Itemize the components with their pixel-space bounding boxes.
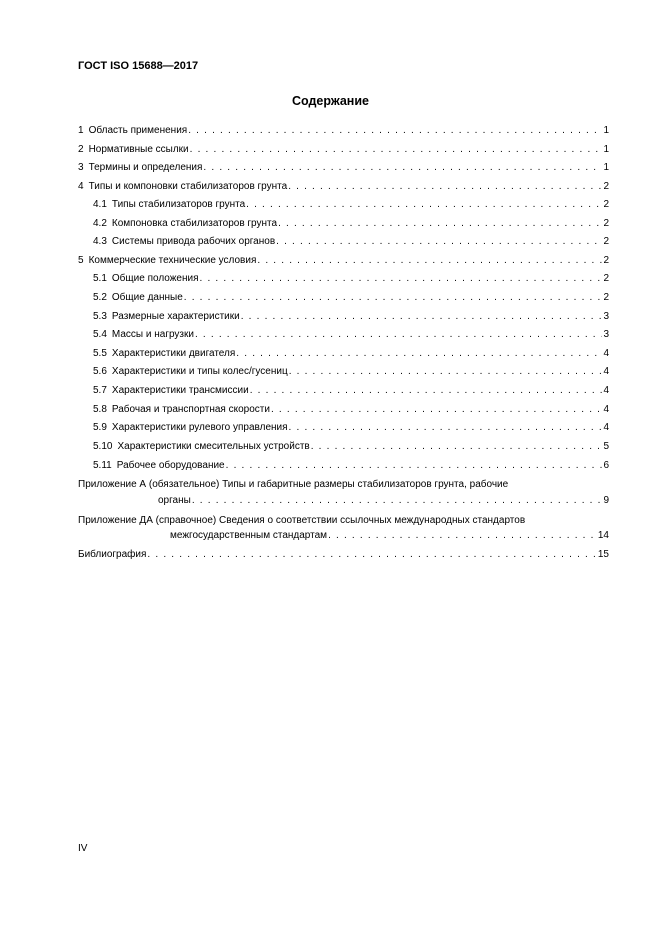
leader-dots <box>289 365 603 379</box>
leader-dots <box>188 124 602 138</box>
toc-entry-label: Характеристики двигателя <box>111 348 236 359</box>
page-number: 5 <box>603 441 609 452</box>
page-number: 1 <box>603 144 609 155</box>
toc-entry-number: 4.3 <box>93 236 107 247</box>
toc-entry[interactable] <box>93 403 609 417</box>
toc-entry-number: 5.3 <box>93 311 107 322</box>
page-number: 4 <box>603 385 609 396</box>
toc-entry[interactable] <box>78 143 609 157</box>
leader-dots <box>195 328 602 342</box>
annex-a-entry[interactable] <box>158 494 609 508</box>
toc-entry[interactable] <box>93 310 609 324</box>
toc-entry-number: 3 <box>78 162 84 173</box>
toc-entry[interactable] <box>93 421 609 435</box>
toc-entry-number: 4 <box>78 181 84 192</box>
leader-dots <box>226 459 603 473</box>
bibliography-label: Библиография <box>78 549 147 560</box>
toc-entry-number: 4.1 <box>93 199 107 210</box>
annex-a-line1: Приложение А (обязательное) Типы и габаритные размеры стабилизаторов грунта, рабочие <box>78 479 509 490</box>
page-number: 15 <box>597 549 609 560</box>
toc-entry[interactable] <box>78 161 609 175</box>
toc-entry-number: 5.9 <box>93 422 107 433</box>
toc-entry-number: 5.1 <box>93 273 107 284</box>
toc-entry-label: Термины и определения <box>88 162 203 173</box>
toc-entry[interactable] <box>93 291 609 305</box>
toc-entry-number: 4.2 <box>93 218 107 229</box>
page-number-roman: IV <box>78 843 88 854</box>
page-number: 2 <box>603 236 609 247</box>
page-number: 4 <box>603 422 609 433</box>
toc-entry-label: Нормативные ссылки <box>88 144 189 155</box>
toc-entry-label: Характеристики смесительных устройств <box>117 441 310 452</box>
toc-entry-label: Общие положения <box>111 273 199 284</box>
page-number: 3 <box>603 311 609 322</box>
leader-dots <box>288 180 602 194</box>
page-number: 4 <box>603 404 609 415</box>
toc-entry-label: Характеристики рулевого управления <box>111 422 288 433</box>
toc-entry[interactable] <box>93 328 609 342</box>
page-number: 9 <box>603 495 609 506</box>
page-number: 2 <box>603 181 609 192</box>
annex-da-entry[interactable] <box>170 529 609 543</box>
toc-entry-number: 5.7 <box>93 385 107 396</box>
toc-entry-number: 5.5 <box>93 348 107 359</box>
page-title: Содержание <box>291 94 369 108</box>
page-number: 6 <box>603 460 609 471</box>
page-number: 1 <box>603 125 609 136</box>
leader-dots <box>241 310 603 324</box>
toc-entry-label: Рабочее оборудование <box>116 460 225 471</box>
toc-entry[interactable] <box>93 347 609 361</box>
leader-dots <box>278 217 602 231</box>
leader-dots <box>271 403 602 417</box>
leader-dots <box>236 347 602 361</box>
leader-dots <box>190 143 603 157</box>
toc-entry-label: Компоновка стабилизаторов грунта <box>111 218 278 229</box>
page-number: 3 <box>603 329 609 340</box>
leader-dots <box>200 272 603 286</box>
leader-dots <box>289 421 603 435</box>
annex-a-line2: органы <box>158 495 191 506</box>
toc-entry[interactable] <box>78 124 609 138</box>
bibliography-entry[interactable] <box>78 548 609 562</box>
page-number: 2 <box>603 273 609 284</box>
annex-da-line2: межгосударственным стандартам <box>170 530 328 541</box>
toc-entry[interactable] <box>93 459 609 473</box>
toc-entry-label: Размерные характеристики <box>111 311 240 322</box>
leader-dots <box>246 198 602 212</box>
leader-dots <box>184 291 603 305</box>
page-number: 14 <box>597 530 609 541</box>
toc-entry-number: 5.11 <box>93 460 112 471</box>
leader-dots <box>257 254 602 268</box>
toc-entry-number: 5 <box>78 255 84 266</box>
page-number: 4 <box>603 348 609 359</box>
toc-entry[interactable] <box>93 198 609 212</box>
toc-entry-number: 5.8 <box>93 404 107 415</box>
toc-entry[interactable] <box>93 384 609 398</box>
toc-entry-number: 2 <box>78 144 84 155</box>
toc-entry-number: 5.10 <box>93 441 113 452</box>
toc-entry-label: Характеристики трансмиссии <box>111 385 249 396</box>
page-number: 4 <box>603 366 609 377</box>
toc-entry-label: Типы и компоновки стабилизаторов грунта <box>88 181 288 192</box>
toc-entry[interactable] <box>93 272 609 286</box>
toc-entry[interactable] <box>93 235 609 249</box>
toc-entry-label: Область применения <box>88 125 188 136</box>
toc-entry[interactable] <box>93 217 609 231</box>
toc-entry[interactable] <box>93 365 609 379</box>
toc-entry-number: 5.6 <box>93 366 107 377</box>
toc-entry-label: Коммерческие технические условия <box>88 255 257 266</box>
toc-entry-label: Системы привода рабочих органов <box>111 236 276 247</box>
leader-dots <box>311 440 603 454</box>
leader-dots <box>203 161 602 175</box>
toc-entry-number: 1 <box>78 125 84 136</box>
leader-dots <box>250 384 603 398</box>
page-number: 1 <box>603 162 609 173</box>
toc-entry-number: 5.2 <box>93 292 107 303</box>
leader-dots <box>192 494 603 508</box>
leader-dots <box>328 529 597 543</box>
leader-dots <box>147 548 596 562</box>
document-header: ГОСТ ISO 15688—2017 <box>78 60 199 72</box>
toc-entry-label: Характеристики и типы колес/гусениц <box>111 366 288 377</box>
toc-entry-label: Рабочая и транспортная скорости <box>111 404 270 415</box>
leader-dots <box>276 235 602 249</box>
page-number: 2 <box>603 218 609 229</box>
toc-entry[interactable] <box>93 440 609 454</box>
toc-entry[interactable] <box>78 180 609 194</box>
annex-da-line1: Приложение ДА (справочное) Сведения о соответствии ссылочных международных стандартов <box>78 515 526 526</box>
toc-entry-number: 5.4 <box>93 329 107 340</box>
toc-entry-label: Типы стабилизаторов грунта <box>111 199 246 210</box>
page-number: 2 <box>603 292 609 303</box>
toc-entry-label: Массы и нагрузки <box>111 329 194 340</box>
page-number: 2 <box>603 199 609 210</box>
page-number: 2 <box>603 255 609 266</box>
toc-entry-label: Общие данные <box>111 292 183 303</box>
toc-entry[interactable] <box>78 254 609 268</box>
